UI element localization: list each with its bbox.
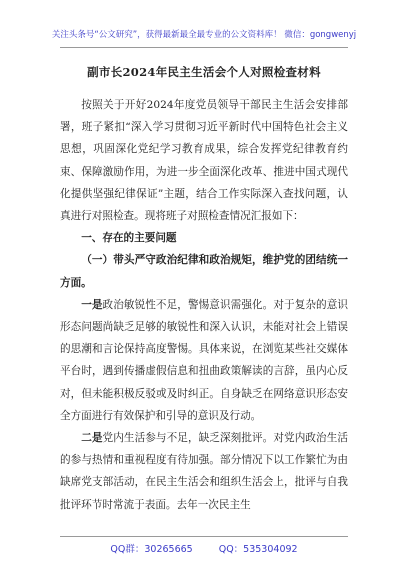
- footer-divider: [60, 536, 348, 537]
- paragraph-2-text: 党内生活参与不足，缺乏深刻批评。对党内政治生活的参与热情和重视程度有待加强。部分情况下以工作繁忙为由缺席党支部活动，在民主生活会和组织生活会上，批评与自我批评环节时常流于表面。去年一次民主生: [60, 432, 349, 511]
- paragraph-1-text: 政治敏锐性不足，警惕意识需强化。对于复杂的意识形态问题尚缺乏足够的敏锐性和深入认识，未能对社会上错误的思潮和言论保持高度警惕。具体来说，在浏览某些社交媒体平台时，遇到传播虚假信息和扭曲政策解读的言辞，虽内心反对，但未能积极反驳或及时纠正。自身缺乏在网络意识形态安全方面进行有效保护和引导的意识及行动。: [60, 298, 349, 422]
- footer: [0, 541, 408, 555]
- paragraph-2-lead: 二是: [81, 432, 103, 445]
- section-heading: 一、存在的主要问题: [81, 232, 177, 245]
- header-divider: [60, 47, 348, 48]
- footer-qq-group: QQ群：30265665: [110, 544, 193, 555]
- header-note: 关注头条号“公文研究”，获得最新最全最专业的公文资料库！ 微信：gongwenyj: [51, 30, 357, 40]
- intro-paragraph: 按照关于开好2024年度党员领导干部民主生活会安排部署，班子紧扣“深入学习贯彻习近平新时代中国特色社会主义思想，巩固深化党纪学习教育成果，综合发挥党纪律教育约束、保障激励作用，为进一步全面深化改革、推进中国式现代化提供坚强纪律保证”主题，结合工作实际深入查找问题，认真进行对照检查。现将班子对照检查情况汇报如下：: [60, 99, 348, 223]
- paragraph-1: [60, 294, 348, 427]
- document-title: 副市长2024年民主生活会个人对照检查材料: [87, 65, 321, 79]
- footer-qq: QQ：535304092: [218, 544, 298, 555]
- subsection-heading: （一）带头严守政治纪律和政治规矩，维护党的团结统一方面。: [60, 254, 348, 289]
- paragraph-2: [60, 427, 348, 516]
- paragraph-1-lead: 一是: [81, 298, 103, 311]
- document-body: [60, 94, 348, 516]
